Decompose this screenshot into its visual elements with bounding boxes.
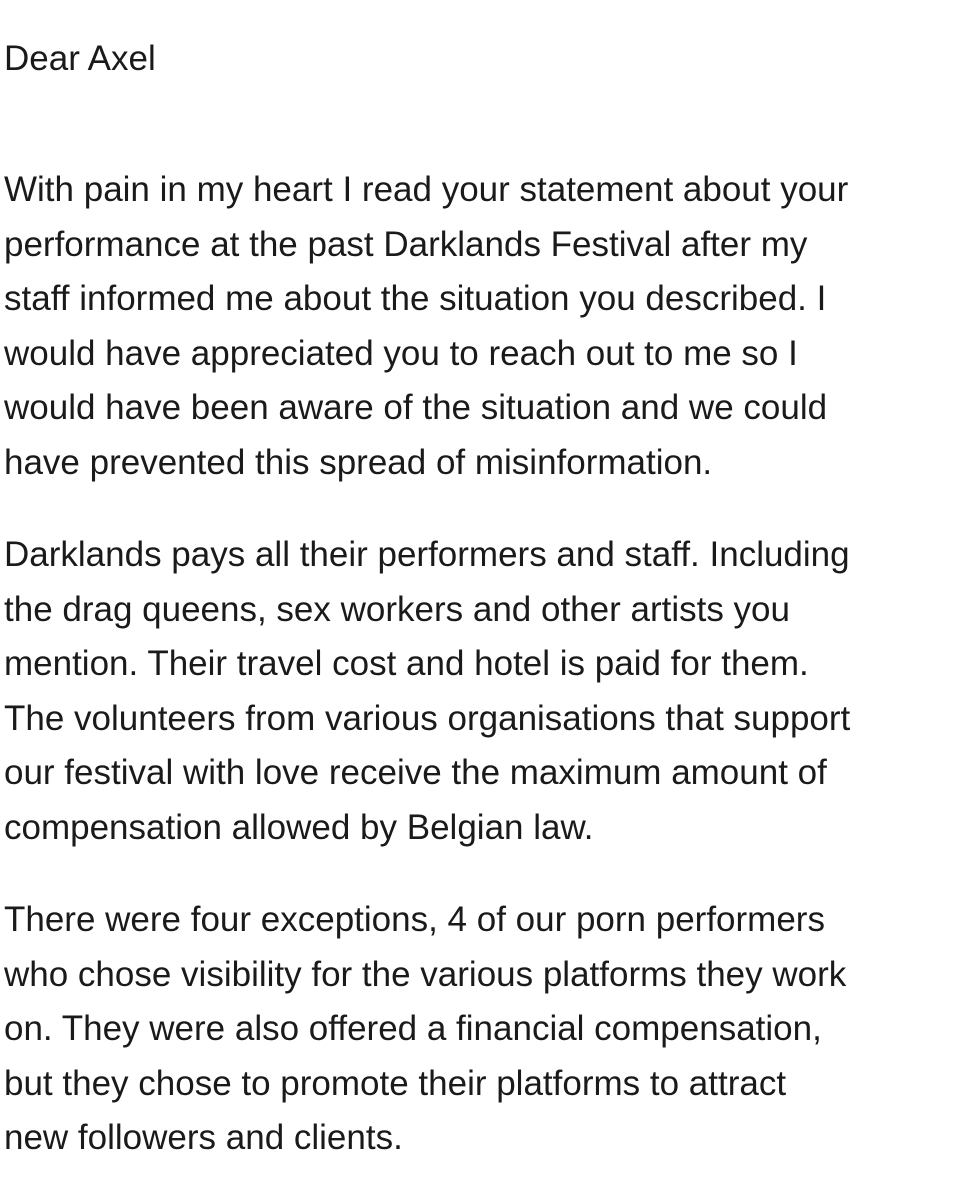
paragraph-line: have prevented this spread of misinformation. — [4, 442, 713, 482]
paragraph-line: With pain in my heart I read your statement about your — [4, 170, 849, 209]
paragraph-line: would have been aware of the situation and we could — [4, 388, 828, 427]
paragraph-line: There were four exceptions, 4 of our porn performers — [4, 900, 825, 939]
paragraph-line: compensation allowed by Belgian law. — [4, 807, 594, 847]
paragraph-line: would have appreciated you to reach out to me so I — [4, 333, 798, 373]
paragraph-line: performance at the past Darklands Festival after my — [4, 224, 808, 264]
paragraph-line: but they chose to promote their platforms to attract — [4, 1063, 787, 1103]
paragraph-line: new followers and clients. — [4, 1118, 403, 1157]
paragraph-line: mention. Their travel cost and hotel is paid for them. — [4, 644, 809, 683]
paragraph-1 — [4, 163, 848, 490]
paragraph-line: The volunteers from various organisations that support — [4, 698, 851, 738]
paragraph-line: who chose visibility for the various platforms they work — [4, 954, 847, 994]
paragraph-line: staff informed me about the situation you described. I — [4, 279, 827, 318]
paragraph-line: the drag queens, sex workers and other artists you — [4, 589, 790, 629]
paragraph-2 — [4, 528, 850, 855]
paragraph-line: Darklands pays all their performers and staff. Including — [4, 535, 850, 574]
letter-greeting: Dear Axel — [4, 39, 156, 78]
paragraph-line: on. They were also offered a financial compensation, — [4, 1009, 822, 1048]
paragraph-3 — [4, 893, 846, 1166]
paragraph-line: our festival with love receive the maximum amount of — [4, 753, 827, 792]
